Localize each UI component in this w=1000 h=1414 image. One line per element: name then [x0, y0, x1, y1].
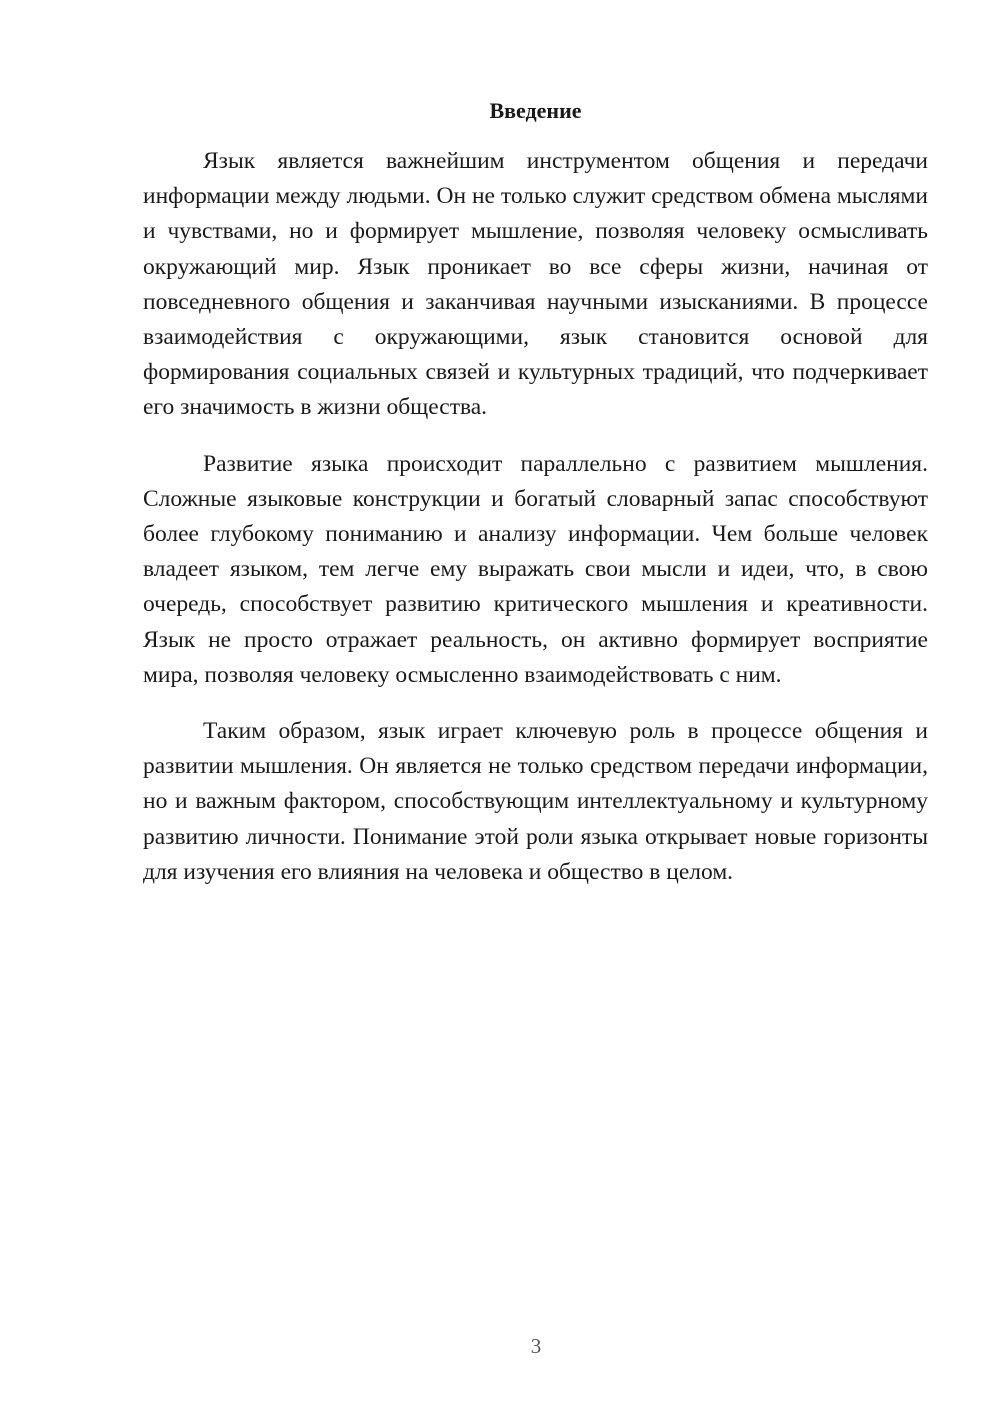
- page-number: 3: [530, 1334, 542, 1358]
- section-heading: Введение: [489, 98, 582, 123]
- paragraph-2: Развитие языка происходит параллельно с развитием мышления. Сложные языковые конструкции и богатый словарный запас способствуют более глубокому пониманию и анализу информации. Чем больше человек владеет языком, тем легче ему выражать свои мысли и идеи, что, в свою очередь, способствует развитию критического мышления и креативности. Язык не просто отражает реальность, он активно формирует восприятие мира, позволяя человеку осмысленно взаимодействовать с ним.: [143, 450, 928, 688]
- paragraph-3: Таким образом, язык играет ключевую роль в процессе общения и развитии мышления. Он является не только средством передачи информации, но и важным фактором, способствующим интеллектуальному и культурному развитию личности. Понимание этой роли языка открывает новые горизонты для изучения его влияния на человека и общество в целом.: [143, 718, 928, 885]
- paragraph-1: Язык является важнейшим инструментом общения и передачи информации между людьми. Он не только служит средством обмена мыслями и чувствами, но и формирует мышление, позволяя человеку осмысливать окружающий мир. Язык проникает во все сферы жизни, начиная от повседневного общения и заканчивая научными изысканиями. В процессе взаимодействия с окружающими, язык становится основой для формирования социальных связей и культурных традиций, что подчеркивает его значимость в жизни общества.: [143, 148, 928, 421]
- page-content: [143, 96, 928, 911]
